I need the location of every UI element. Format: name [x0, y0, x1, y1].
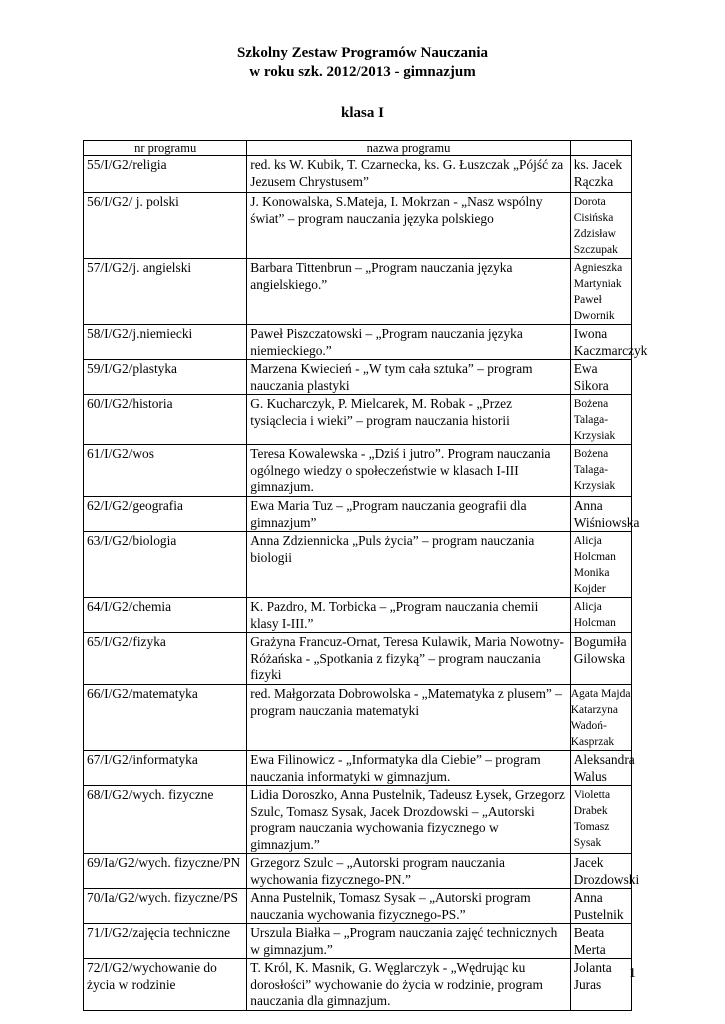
- program-teacher: Jacek Drozdowski: [570, 854, 631, 889]
- program-teacher: Iwona Kaczmarczyk: [570, 325, 631, 360]
- document-title: Szkolny Zestaw Programów Nauczania: [237, 45, 488, 61]
- program-number: 69/Ia/G2/wych. fizyczne/PN: [84, 854, 247, 889]
- program-name: red. Małgorzata Dobrowolska - „Matematyka z plusem” – program nauczania matematyki: [247, 685, 570, 751]
- class-heading: klasa I: [341, 105, 384, 121]
- program-teacher: ks. Jacek Rączka: [570, 156, 631, 193]
- program-teacher: Alicja Holcman: [570, 598, 631, 633]
- column-header-name: nazwa programu: [247, 141, 570, 156]
- program-number: 58/I/G2/j.niemiecki: [84, 325, 247, 360]
- program-name: Barbara Tittenbrun – „Program nauczania języka angielskiego.”: [247, 259, 570, 325]
- table-row: [84, 259, 632, 325]
- table-row: [84, 445, 632, 497]
- table-row: [84, 497, 632, 532]
- table-row: [84, 633, 632, 685]
- table-row: [84, 685, 632, 751]
- program-number: 59/I/G2/plastyka: [84, 360, 247, 395]
- table-row: [84, 360, 632, 395]
- table-row: [84, 532, 632, 598]
- program-number: 64/I/G2/chemia: [84, 598, 247, 633]
- program-name: Lidia Doroszko, Anna Pustelnik, Tadeusz Łysek, Grzegorz Szulc, Tomasz Sysak, Jacek Drozdowski – „Autorski program nauczania wychowania fizycznego w gimnazjum.”: [247, 786, 570, 854]
- program-teacher: Jolanta Juras: [570, 959, 631, 1011]
- program-number: 66/I/G2/matematyka: [84, 685, 247, 751]
- program-name: K. Pazdro, M. Torbicka – „Program nauczania chemii klasy I-III.”: [247, 598, 570, 633]
- table-row: [84, 889, 632, 924]
- table-header-row: [84, 141, 632, 156]
- program-number: 56/I/G2/ j. polski: [84, 193, 247, 259]
- table-row: [84, 325, 632, 360]
- page-number: 1: [629, 966, 636, 981]
- program-name: Paweł Piszczatowski – „Program nauczania języka niemieckiego.”: [247, 325, 570, 360]
- table-row: [84, 598, 632, 633]
- program-number: 63/I/G2/biologia: [84, 532, 247, 598]
- table-row: [84, 786, 632, 854]
- program-name: Anna Zdziennicka „Puls życia” – program nauczania biologii: [247, 532, 570, 598]
- program-teacher: Beata Merta: [570, 924, 631, 959]
- program-teacher: Ewa Sikora: [570, 360, 631, 395]
- table-row: [84, 959, 632, 1011]
- table-row: [84, 193, 632, 259]
- program-number: 70/Ia/G2/wych. fizyczne/PS: [84, 889, 247, 924]
- program-name: J. Konowalska, S.Mateja, I. Mokrzan - „Nasz wspólny świat” – program nauczania języka polskiego: [247, 193, 570, 259]
- program-number: 68/I/G2/wych. fizyczne: [84, 786, 247, 854]
- program-name: red. ks W. Kubik, T. Czarnecka, ks. G. Łuszczak „Pójść za Jezusem Chrystusem”: [247, 156, 570, 193]
- document-subtitle: w roku szk. 2012/2013 - gimnazjum: [249, 64, 476, 80]
- program-teacher: Alicja Holcman Monika Kojder: [570, 532, 631, 598]
- program-name: G. Kucharczyk, P. Mielcarek, M. Robak - „Przez tysiąclecia i wieki” – program nauczania historii: [247, 395, 570, 445]
- table-row: [84, 751, 632, 786]
- program-name: T. Król, K. Masnik, G. Węglarczyk - „Wędrując ku dorosłości” wychowanie do życia w rodzinie, program nauczania dla gimnazjum.: [247, 959, 570, 1011]
- program-number: 71/I/G2/zajęcia techniczne: [84, 924, 247, 959]
- table-row: [84, 395, 632, 445]
- program-teacher: Agnieszka Martyniak Paweł Dwornik: [570, 259, 631, 325]
- program-name: Teresa Kowalewska - „Dziś i jutro”. Program nauczania ogólnego wiedzy o społeczeństwie w klasach I-III gimnazjum.: [247, 445, 570, 497]
- program-number: 55/I/G2/religia: [84, 156, 247, 193]
- program-name: Marzena Kwiecień - „W tym cała sztuka” – program nauczania plastyki: [247, 360, 570, 395]
- table-row: [84, 854, 632, 889]
- table-row: [84, 156, 632, 193]
- column-header-number: nr programu: [84, 141, 247, 156]
- program-table: [83, 140, 648, 1011]
- program-teacher: Anna Pustelnik: [570, 889, 631, 924]
- program-number: 61/I/G2/wos: [84, 445, 247, 497]
- program-name: Ewa Filinowicz - „Informatyka dla Ciebie” – program nauczania informatyki w gimnazjum.: [247, 751, 570, 786]
- program-teacher: Violetta Drabek Tomasz Sysak: [570, 786, 631, 854]
- program-number: 67/I/G2/informatyka: [84, 751, 247, 786]
- program-name: Urszula Białka – „Program nauczania zajęć technicznych w gimnazjum.”: [247, 924, 570, 959]
- program-teacher: Anna Wiśniowska: [570, 497, 631, 532]
- program-name: Grażyna Francuz-Ornat, Teresa Kulawik, Maria Nowotny-Różańska - „Spotkania z fizyką” – program nauczania fizyki: [247, 633, 570, 685]
- program-teacher: Bogumiła Gilowska: [570, 633, 631, 685]
- program-teacher: Agata Majda Katarzyna Wadoń-Kasprzak: [570, 685, 631, 751]
- program-number: 65/I/G2/fizyka: [84, 633, 247, 685]
- program-number: 57/I/G2/j. angielski: [84, 259, 247, 325]
- program-teacher: Bożena Talaga-Krzysiak: [570, 395, 631, 445]
- program-number: 72/I/G2/wychowanie do życia w rodzinie: [84, 959, 247, 1011]
- program-teacher: Bożena Talaga-Krzysiak: [570, 445, 631, 497]
- program-name: Anna Pustelnik, Tomasz Sysak – „Autorski program nauczania wychowania fizycznego-PS.”: [247, 889, 570, 924]
- program-teacher: Dorota Cisińska Zdzisław Szczupak: [570, 193, 631, 259]
- program-name: Grzegorz Szulc – „Autorski program nauczania wychowania fizycznego-PN.”: [247, 854, 570, 889]
- program-teacher: Aleksandra Walus: [570, 751, 631, 786]
- program-number: 62/I/G2/geografia: [84, 497, 247, 532]
- column-header-author: [570, 141, 631, 156]
- table-row: [84, 924, 632, 959]
- program-number: 60/I/G2/historia: [84, 395, 247, 445]
- program-name: Ewa Maria Tuz – „Program nauczania geografii dla gimnazjum”: [247, 497, 570, 532]
